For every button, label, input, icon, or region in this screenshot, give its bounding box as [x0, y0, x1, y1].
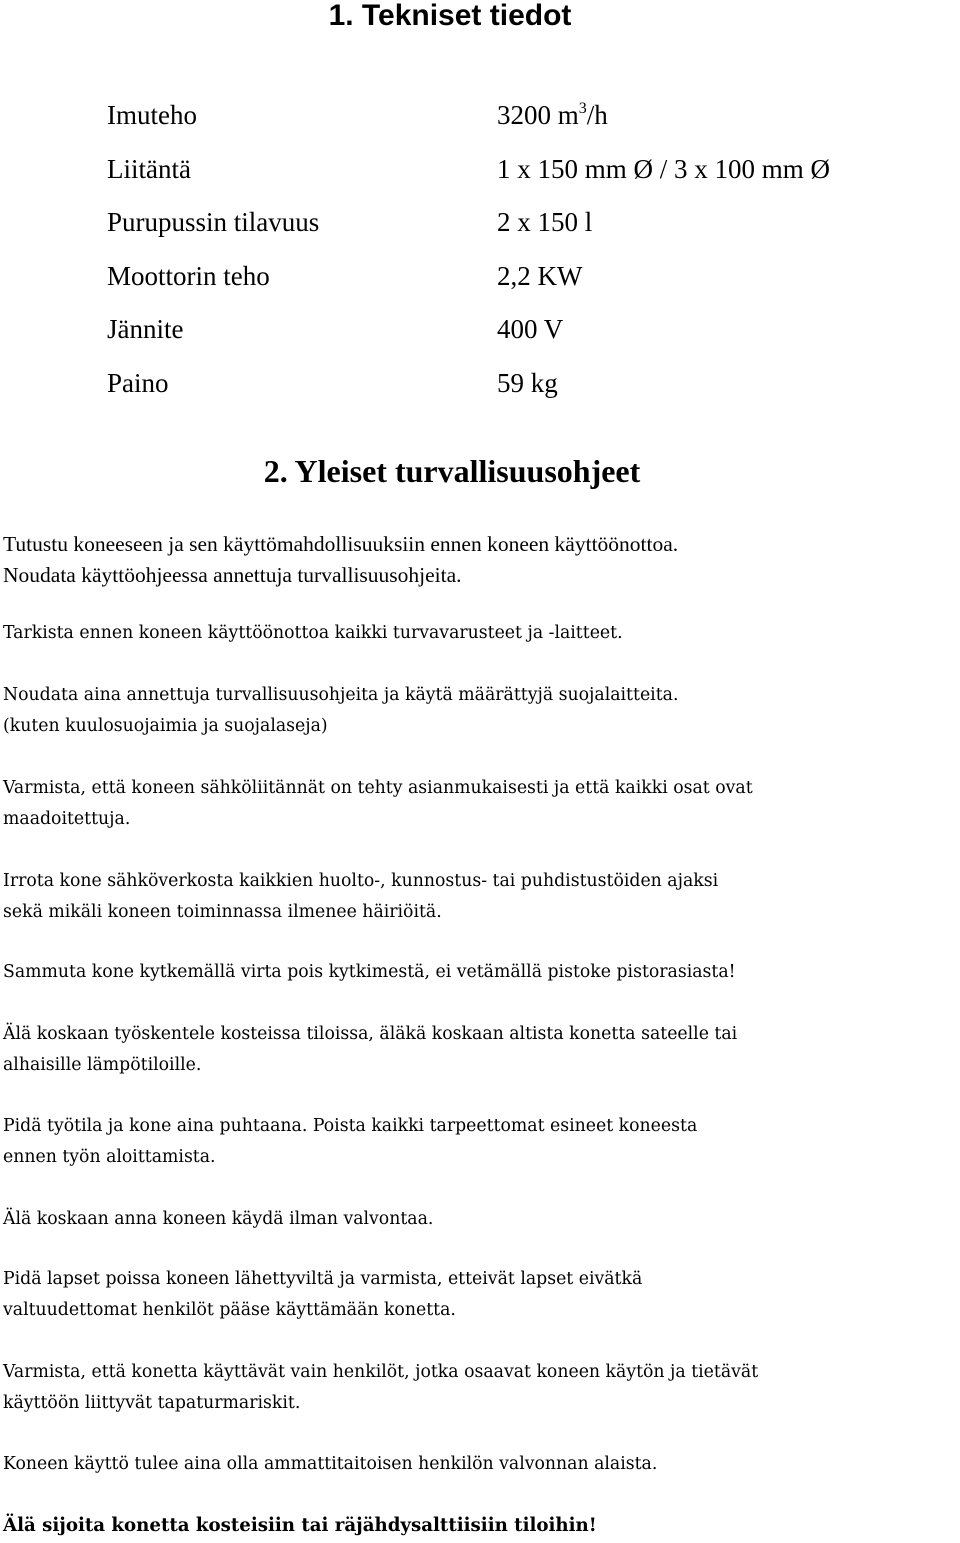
spec-value-unit-suffix: /h — [586, 100, 608, 130]
paragraph-line: (kuten kuulosuojaimia ja suojalaseja) — [3, 716, 328, 736]
safety-paragraph — [3, 1204, 958, 1235]
paragraph-line: Koneen käyttö tulee aina olla ammattitaitoisen henkilön valvonnan alaista. — [3, 1454, 658, 1474]
spec-value: 400 V — [497, 314, 564, 345]
superscript-exponent: 3 — [578, 100, 587, 117]
paragraph-line: käyttöön liittyvät tapaturmariskit. — [3, 1393, 301, 1413]
paragraph-line: Pidä työtila ja kone aina puhtaana. Poista kaikki tarpeettomat esineet koneesta — [3, 1116, 698, 1136]
safety-paragraph — [3, 680, 958, 742]
spec-value-number: 3200 m — [497, 100, 579, 130]
spec-value: 59 kg — [497, 367, 558, 398]
intro-paragraph — [3, 529, 953, 591]
safety-paragraph — [3, 1111, 958, 1173]
spec-value — [497, 95, 608, 135]
paragraph-line: Varmista, että konetta käyttävät vain henkilöt, jotka osaavat koneen käytön ja tietävät — [3, 1362, 759, 1382]
paragraph-line: Älä koskaan anna koneen käydä ilman valvontaa. — [3, 1209, 434, 1229]
paragraph-line: valtuudettomat henkilöt pääse käyttämään konetta. — [3, 1300, 456, 1320]
paragraph-line: Sammuta kone kytkemällä virta pois kytkimestä, ei vetämällä pistoke pistorasiasta! — [3, 962, 736, 982]
paragraph-line: Noudata aina annettuja turvallisuusohjeita ja käytä määrättyjä suojalaitteita. — [3, 685, 679, 705]
safety-paragraph — [3, 1357, 958, 1419]
paragraph-line: Varmista, että koneen sähköliitännät on tehty asianmukaisesti ja että kaikki osat ovat — [3, 778, 753, 798]
safety-paragraph — [3, 773, 958, 835]
safety-paragraph — [3, 957, 958, 988]
paragraph-line: sekä mikäli koneen toiminnassa ilmenee häiriöitä. — [3, 902, 442, 922]
paragraph-line: Irrota kone sähköverkosta kaikkien huolto-, kunnostus- tai puhdistustöiden ajaksi — [3, 871, 719, 891]
final-warning — [3, 1510, 958, 1541]
paragraph-line: Älä koskaan työskentele kosteissa tiloissa, äläkä koskaan altista konetta sateelle tai — [3, 1024, 738, 1044]
spec-label: Purupussin tilavuus — [107, 207, 320, 238]
spec-value: 2 x 150 l — [497, 207, 593, 238]
paragraph-line: Tarkista ennen koneen käyttöönottoa kaikki turvavarusteet ja -laitteet. — [3, 623, 623, 643]
section-1-heading: 1. Tekniset tiedot — [328, 0, 572, 32]
spec-value: 2,2 KW — [497, 260, 583, 291]
spec-label: Jännite — [107, 314, 184, 345]
paragraph-line: maadoitettuja. — [3, 809, 131, 829]
safety-paragraph — [3, 1449, 958, 1480]
paragraph-line: Pidä lapset poissa koneen lähettyviltä ja varmista, etteivät lapset eivätkä — [3, 1269, 643, 1289]
spec-value: 1 x 150 mm Ø / 3 x 100 mm Ø — [497, 153, 831, 184]
safety-paragraph — [3, 866, 958, 928]
paragraph-line: alhaisille lämpötiloille. — [3, 1055, 202, 1075]
paragraph-line: Noudata käyttöohjeessa annettuja turvallisuusohjeita. — [3, 563, 462, 587]
spec-label: Moottorin teho — [107, 260, 270, 291]
spec-label: Paino — [107, 367, 169, 398]
paragraph-line: Tutustu koneeseen ja sen käyttömahdollisuuksiin ennen koneen käyttöönottoa. — [3, 532, 679, 556]
section-2-heading: 2. Yleiset turvallisuusohjeet — [263, 453, 641, 489]
spec-label: Liitäntä — [107, 153, 191, 184]
spec-label: Imuteho — [107, 100, 197, 130]
paragraph-line: Älä sijoita konetta kosteisiin tai räjähdysalttiisiin tiloihin! — [3, 1515, 597, 1536]
safety-paragraph — [3, 1019, 958, 1081]
paragraph-line: ennen työn aloittamista. — [3, 1147, 216, 1167]
safety-paragraph — [3, 618, 958, 649]
safety-paragraph — [3, 1264, 958, 1326]
